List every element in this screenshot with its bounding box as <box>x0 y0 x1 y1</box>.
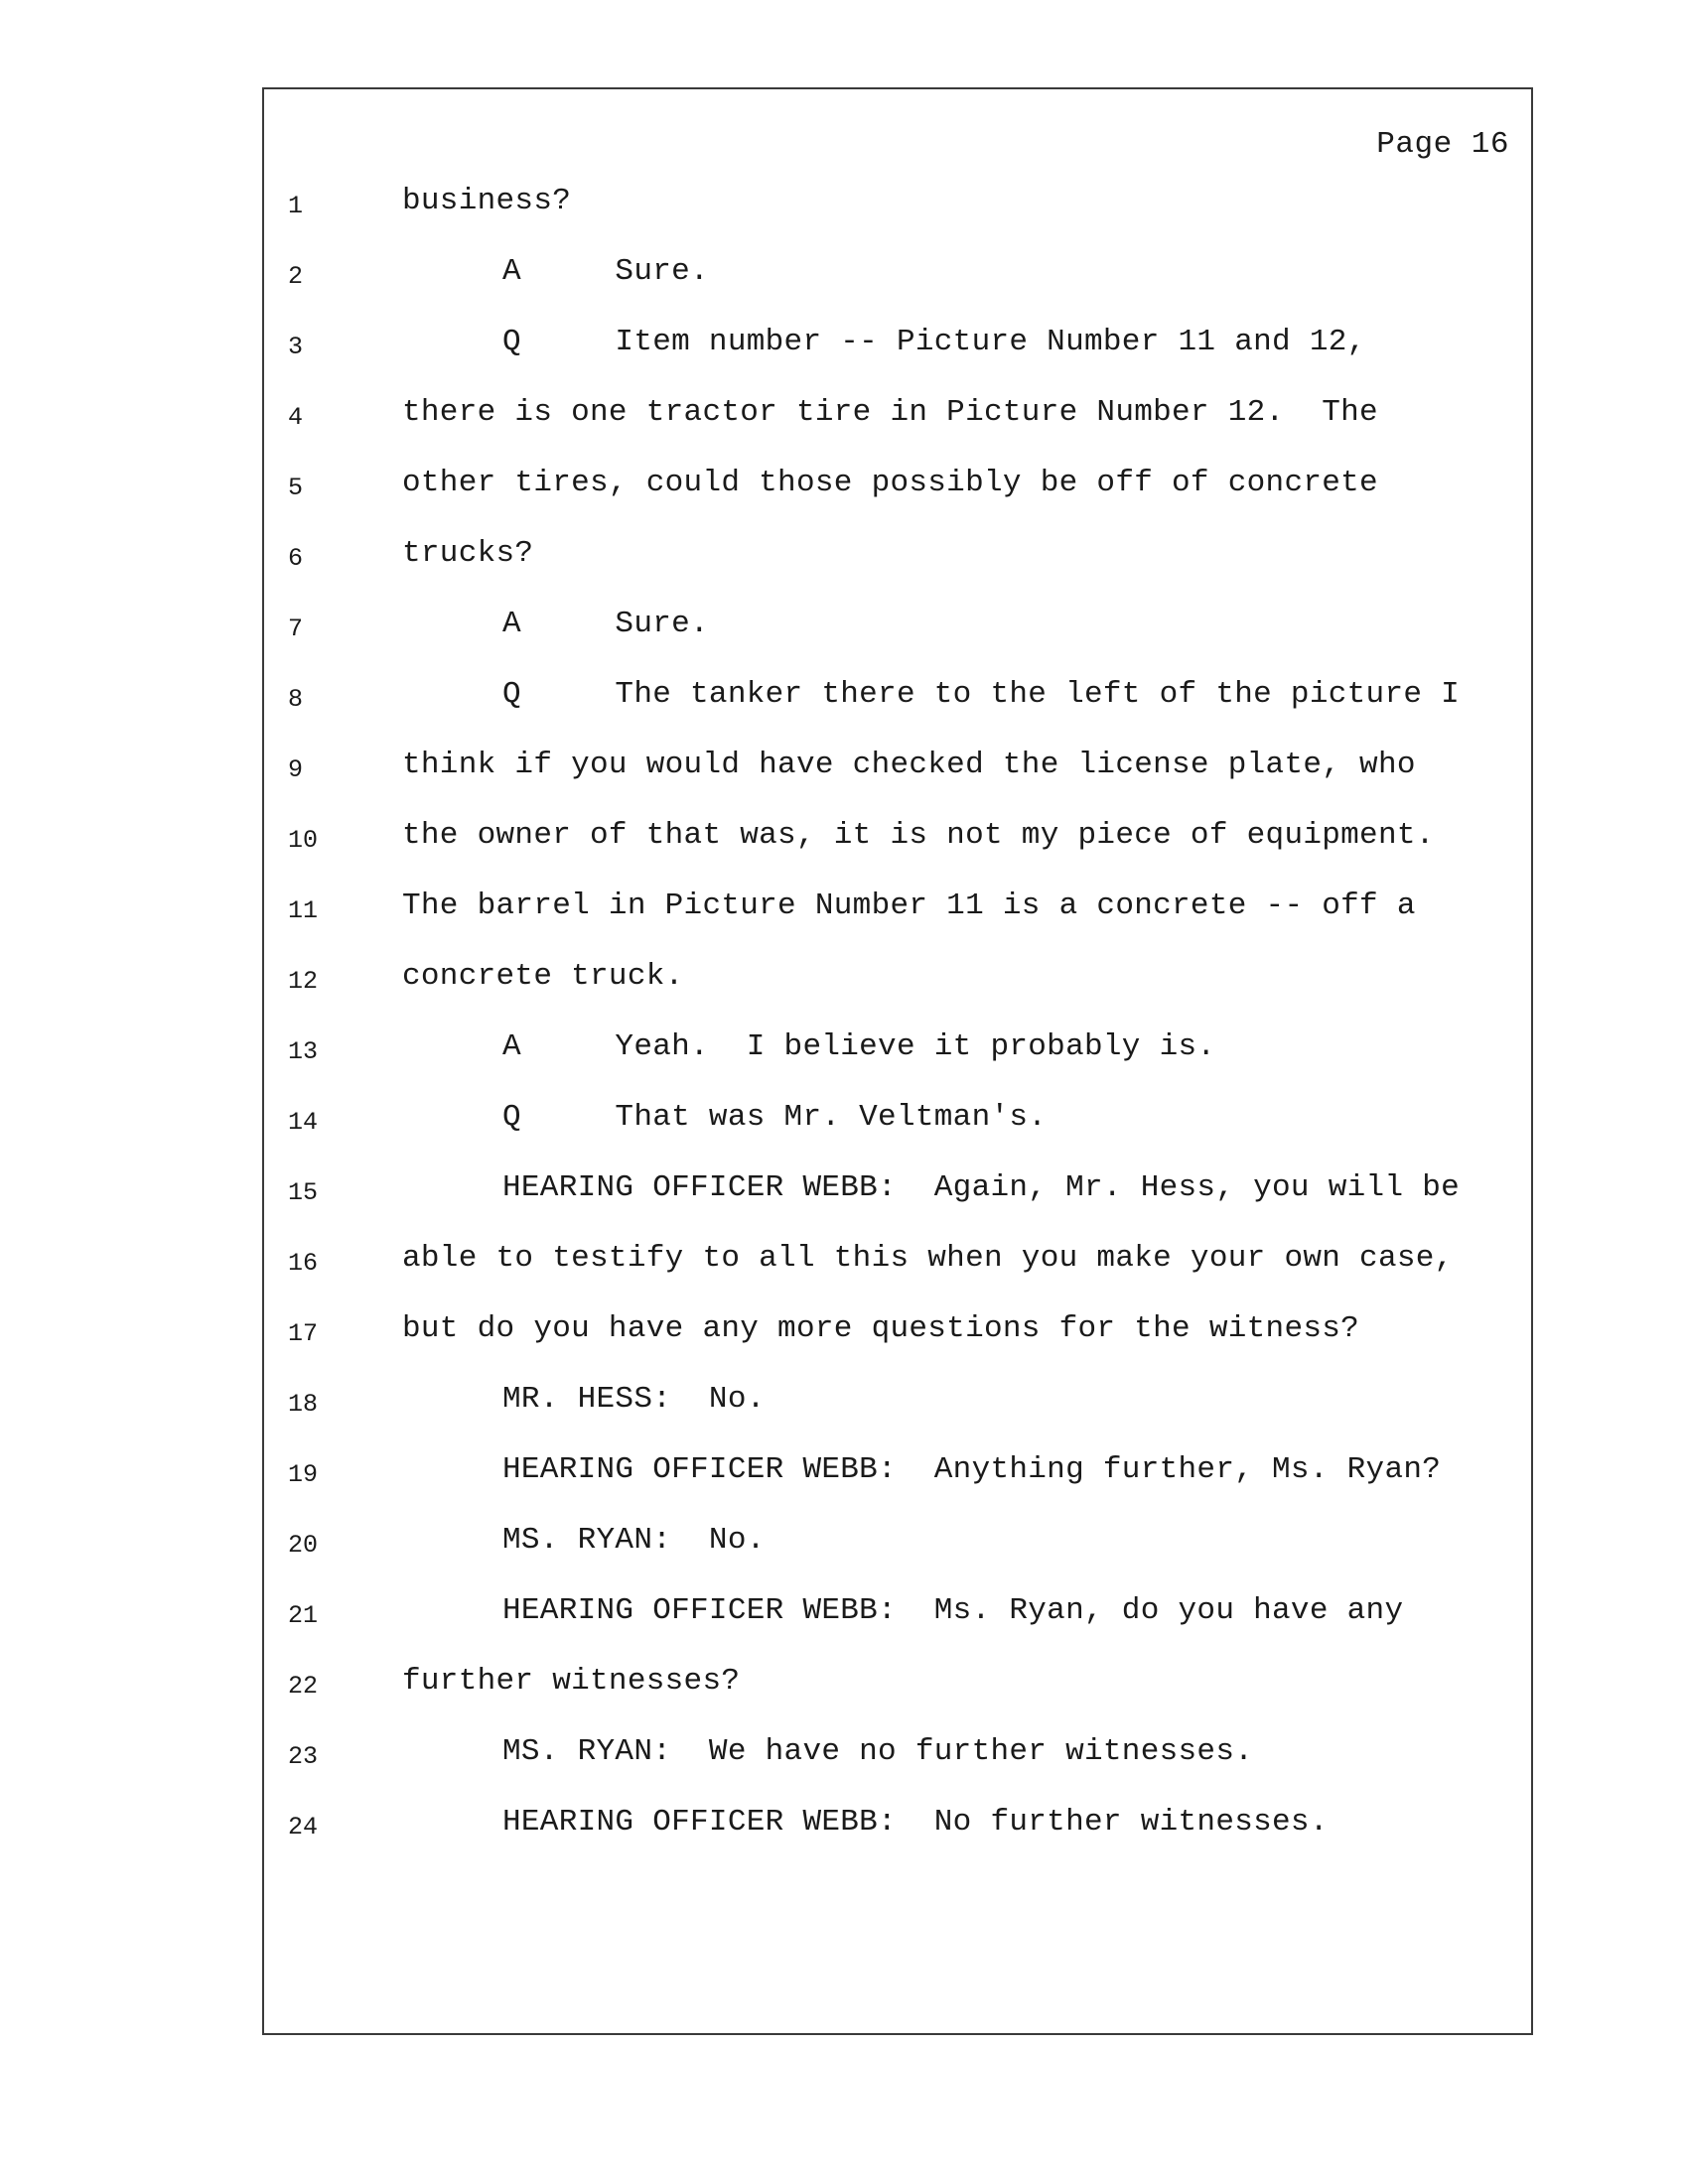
line-number: 18 <box>288 1390 319 1419</box>
line-number: 14 <box>288 1108 319 1137</box>
line-text: Q That was Mr. Veltman's. <box>502 1100 1048 1135</box>
line-text: but do you have any more questions for the witness? <box>402 1311 1360 1346</box>
line-text: business? <box>402 184 572 218</box>
transcript-line <box>264 888 1531 948</box>
line-number: 19 <box>288 1460 319 1489</box>
line-text: MR. HESS: No. <box>502 1382 766 1417</box>
line-text: HEARING OFFICER WEBB: Again, Mr. Hess, you will be <box>502 1170 1461 1205</box>
transcript-line <box>264 959 1531 1019</box>
transcript-line <box>264 1311 1531 1371</box>
transcript-line <box>264 1170 1531 1230</box>
line-text: concrete truck. <box>402 959 684 994</box>
transcript-line <box>264 1382 1531 1441</box>
page-number: Page 16 <box>1376 127 1509 162</box>
transcript-line <box>264 677 1531 737</box>
transcript-line <box>264 748 1531 807</box>
line-text: HEARING OFFICER WEBB: Anything further, Ms. Ryan? <box>502 1452 1442 1487</box>
line-text: Q Item number -- Picture Number 11 and 12, <box>502 325 1366 359</box>
line-number: 24 <box>288 1813 319 1842</box>
line-text: A Sure. <box>502 607 709 641</box>
transcript-line <box>264 536 1531 596</box>
line-text: able to testify to all this when you make your own case, <box>402 1241 1454 1276</box>
line-number: 1 <box>288 192 304 220</box>
transcript-line <box>264 1523 1531 1582</box>
line-number: 6 <box>288 544 304 573</box>
transcript-line <box>264 818 1531 878</box>
transcript-line <box>264 184 1531 243</box>
line-number: 23 <box>288 1742 319 1771</box>
line-number: 15 <box>288 1178 319 1207</box>
line-number: 20 <box>288 1531 319 1560</box>
transcript-line <box>264 325 1531 384</box>
line-text: MS. RYAN: No. <box>502 1523 766 1558</box>
transcript-line <box>264 1029 1531 1089</box>
line-number: 10 <box>288 826 319 855</box>
line-text: there is one tractor tire in Picture Number 12. The <box>402 395 1378 430</box>
line-number: 2 <box>288 262 304 291</box>
line-text: the owner of that was, it is not my piece of equipment. <box>402 818 1435 853</box>
line-text: Q The tanker there to the left of the picture I <box>502 677 1461 712</box>
line-number: 21 <box>288 1601 319 1630</box>
transcript-page <box>262 87 1533 2035</box>
line-text: further witnesses? <box>402 1664 741 1699</box>
line-number: 16 <box>288 1249 319 1278</box>
transcript-line <box>264 1805 1531 1864</box>
transcript-line <box>264 395 1531 455</box>
transcript-line <box>264 254 1531 314</box>
line-number: 17 <box>288 1319 319 1348</box>
line-number: 7 <box>288 614 304 643</box>
line-text: HEARING OFFICER WEBB: Ms. Ryan, do you have any <box>502 1593 1404 1628</box>
line-text: think if you would have checked the license plate, who <box>402 748 1416 782</box>
line-number: 5 <box>288 474 304 502</box>
line-text: A Yeah. I believe it probably is. <box>502 1029 1216 1064</box>
line-number: 11 <box>288 896 319 925</box>
line-text: MS. RYAN: We have no further witnesses. <box>502 1734 1254 1769</box>
line-text: The barrel in Picture Number 11 is a concrete -- off a <box>402 888 1416 923</box>
line-number: 3 <box>288 333 304 361</box>
transcript-line <box>264 1241 1531 1300</box>
line-number: 4 <box>288 403 304 432</box>
line-number: 22 <box>288 1672 319 1701</box>
line-text: trucks? <box>402 536 534 571</box>
transcript-line <box>264 1593 1531 1653</box>
transcript-line <box>264 1452 1531 1512</box>
transcript-line <box>264 607 1531 666</box>
transcript-line <box>264 466 1531 525</box>
transcript-line <box>264 1734 1531 1794</box>
line-number: 9 <box>288 755 304 784</box>
line-text: HEARING OFFICER WEBB: No further witnesses. <box>502 1805 1329 1840</box>
line-number: 13 <box>288 1037 319 1066</box>
line-text: A Sure. <box>502 254 709 289</box>
transcript-line <box>264 1664 1531 1723</box>
transcript-line <box>264 1100 1531 1160</box>
line-number: 12 <box>288 967 319 996</box>
line-number: 8 <box>288 685 304 714</box>
line-text: other tires, could those possibly be off of concrete <box>402 466 1378 500</box>
